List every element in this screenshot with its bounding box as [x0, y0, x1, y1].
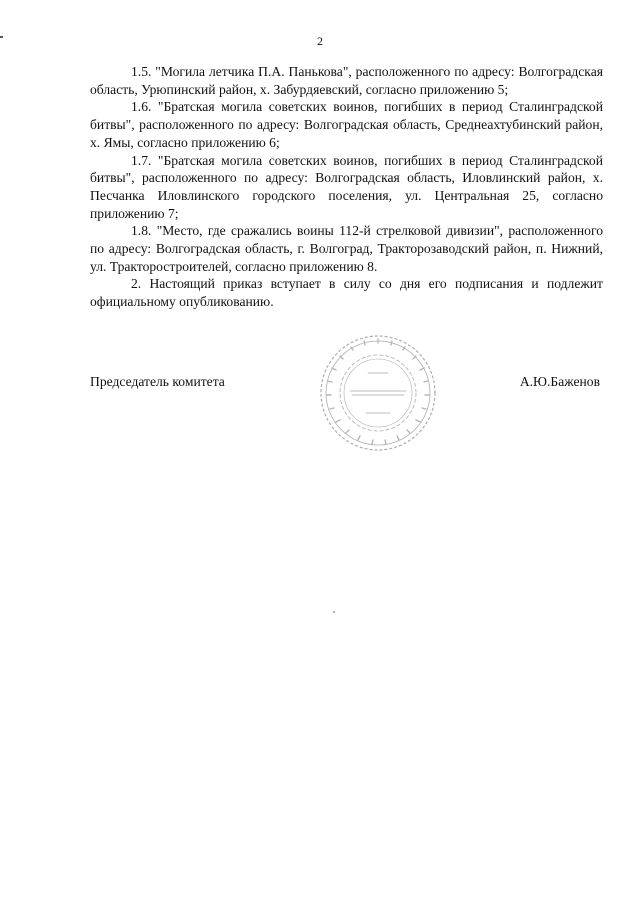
scan-speck: [333, 611, 335, 613]
official-seal-stamp: [318, 333, 438, 453]
signatory-name: А.Ю.Баженов: [519, 374, 600, 389]
paragraph-1-7: 1.7. "Братская могила советских воинов, погибших в период Сталинградской битвы", расположенного по адресу: Волгоградская область, Иловлинский район, х. Песчанка Иловлинского городского поселения, ул. Центральная 25, согласно приложению 7;: [90, 152, 603, 221]
paragraph-2: 2. Настоящий приказ вступает в силу со дня его подписания и подлежит официальному опубликованию.: [90, 276, 603, 310]
signatory-title: Председатель комитета: [90, 374, 225, 389]
order-body: [90, 63, 603, 311]
paragraph-1-6: 1.6. "Братская могила советских воинов, погибших в период Сталинградской битвы", расположенного по адресу: Волгоградская область, Среднеахтубинский район, х. Ямы, согласно приложению 6;: [90, 99, 603, 150]
paragraph-1-5: 1.5. "Могила летчика П.А. Панькова", расположенного по адресу: Волгоградская область, Урюпинский район, х. Забурдяевский, согласно приложению 5;: [90, 64, 603, 97]
paragraph-1-8: 1.8. "Место, где сражались воины 112-й стрелковой дивизии", расположенного по адресу: Волгоградская область, г. Волгоград, Тракторозаводский район, п. Нижний, ул. Тракторостроителей, согласно приложению 8.: [90, 223, 603, 274]
page-number: 2: [317, 34, 323, 48]
